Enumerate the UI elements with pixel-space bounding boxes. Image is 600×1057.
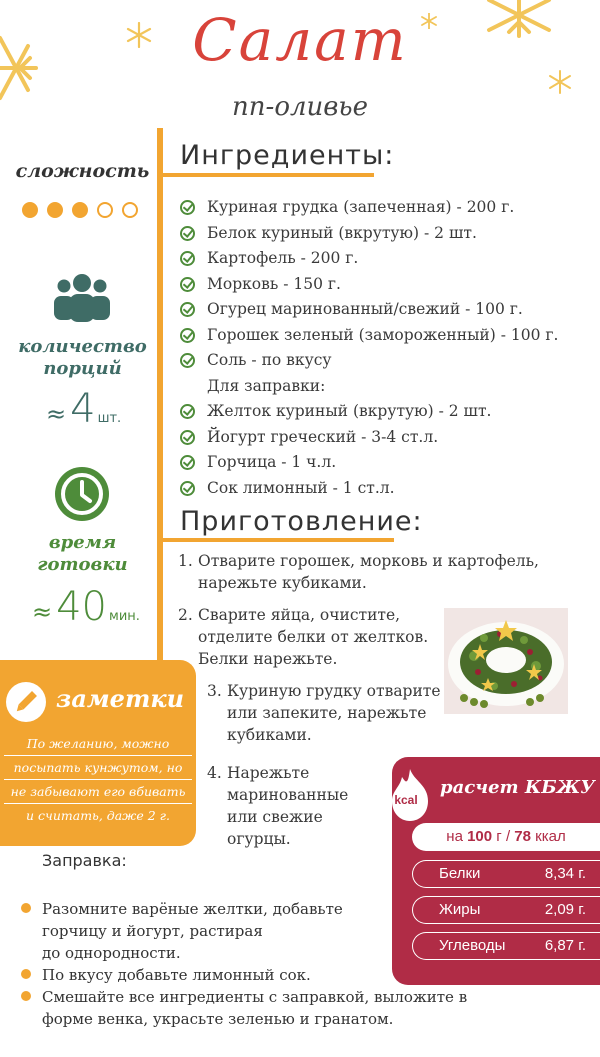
dressing-subheading: Для заправки: [207, 376, 326, 395]
difficulty-dot-empty [97, 202, 113, 218]
nutrient-row-carbs: Углеводы 6,87 г. [412, 932, 600, 960]
difficulty-rating [22, 202, 152, 222]
per-100g-box: на 100 г / 78 ккал [412, 823, 600, 851]
divider [157, 128, 163, 688]
notes-title: заметки [56, 684, 185, 713]
notes-text: По желанию, можно посыпать кунжутом, но не забывают его вбивать и считать, даже 2 г. [4, 732, 192, 827]
check-icon [180, 328, 195, 343]
ingredient-item: Йогурт греческий - 3-4 ст.л. [180, 425, 580, 451]
ingredient-item: Куриная грудка (запеченная) - 200 г. [180, 195, 580, 221]
difficulty-label: сложность [15, 160, 150, 182]
preparation-title: Приготовление: [180, 506, 423, 537]
ingredient-item: Горошек зеленый (замороженный) - 100 г. [180, 323, 580, 349]
ingredient-item: Белок куриный (вкрутую) - 2 шт. [180, 221, 580, 247]
difficulty-dot-empty [122, 202, 138, 218]
clock-icon [54, 466, 110, 522]
difficulty-dot-filled [47, 202, 63, 218]
kcal-badge-text: kcal [394, 793, 418, 807]
check-icon [180, 404, 195, 419]
check-icon [180, 226, 195, 241]
nutrient-row-protein: Белки 8,34 г. [412, 860, 600, 888]
preparation-underline [160, 538, 394, 542]
ingredient-item: Морковь - 150 г. [180, 272, 580, 298]
people-icon [53, 272, 111, 322]
salad-photo [444, 608, 568, 714]
check-icon [180, 430, 195, 445]
cook-time-value: ≈ 40 мин. [32, 584, 140, 630]
step-2: 2. Сварите яйца, очистите, отделите белки от желтков. Белки нарежьте. [178, 606, 429, 668]
dressing-item: Смешайте все ингредиенты с заправкой, выложите в форме венка, украсьте зеленью и гранатом. [42, 988, 468, 1028]
ingredient-item: Сок лимонный - 1 ст.л. [180, 476, 580, 502]
ingredients-underline [160, 173, 374, 177]
servings-label: количество порций [18, 336, 147, 379]
dressing-title: Заправка: [42, 851, 127, 870]
dressing-item: Разомните варёные желтки, добавьте горчицу и йогурт, растирая до однородности. [42, 900, 343, 962]
notes-panel [0, 660, 196, 846]
nutrition-title: расчет КБЖУ [440, 777, 595, 798]
check-icon [180, 200, 195, 215]
check-icon [180, 353, 195, 368]
bullet-icon [21, 903, 31, 913]
difficulty-dot-filled [22, 202, 38, 218]
ingredient-item: Картофель - 200 г. [180, 246, 580, 272]
check-icon [180, 481, 195, 496]
ingredient-item: Желток куриный (вкрутую) - 2 шт. [180, 399, 580, 425]
ingredient-item: Огурец маринованный/свежий - 100 г. [180, 297, 580, 323]
page-title: Салат [192, 6, 408, 74]
check-icon [180, 277, 195, 292]
cook-time-label: время готовки [37, 532, 128, 575]
ingredients-list [180, 195, 580, 501]
step-1: 1. Отварите горошек, морковь и картофель, нарежьте кубиками. [178, 552, 539, 592]
check-icon [180, 302, 195, 317]
nutrient-row-fat: Жиры 2,09 г. [412, 896, 600, 924]
ingredient-item: Горчица - 1 ч.л. [180, 450, 580, 476]
check-icon [180, 455, 195, 470]
pencil-icon [6, 682, 46, 722]
step-4: 4. Нарежьте маринованные или свежие огурцы. [207, 764, 349, 848]
ingredient-item: Соль - по вкусу [180, 348, 580, 374]
page-subtitle: пп-оливье [232, 92, 368, 122]
nutrition-panel [392, 757, 600, 985]
dressing-item: По вкусу добавьте лимонный сок. [42, 966, 311, 984]
step-3: 3. Куриную грудку отварите или запеките, нарежьте кубиками. [207, 682, 441, 744]
check-icon [180, 251, 195, 266]
bullet-icon [21, 969, 31, 979]
bullet-icon [21, 991, 31, 1001]
difficulty-dot-filled [72, 202, 88, 218]
servings-value: ≈ 4 шт. [46, 386, 122, 432]
ingredients-title: Ингредиенты: [180, 140, 395, 171]
